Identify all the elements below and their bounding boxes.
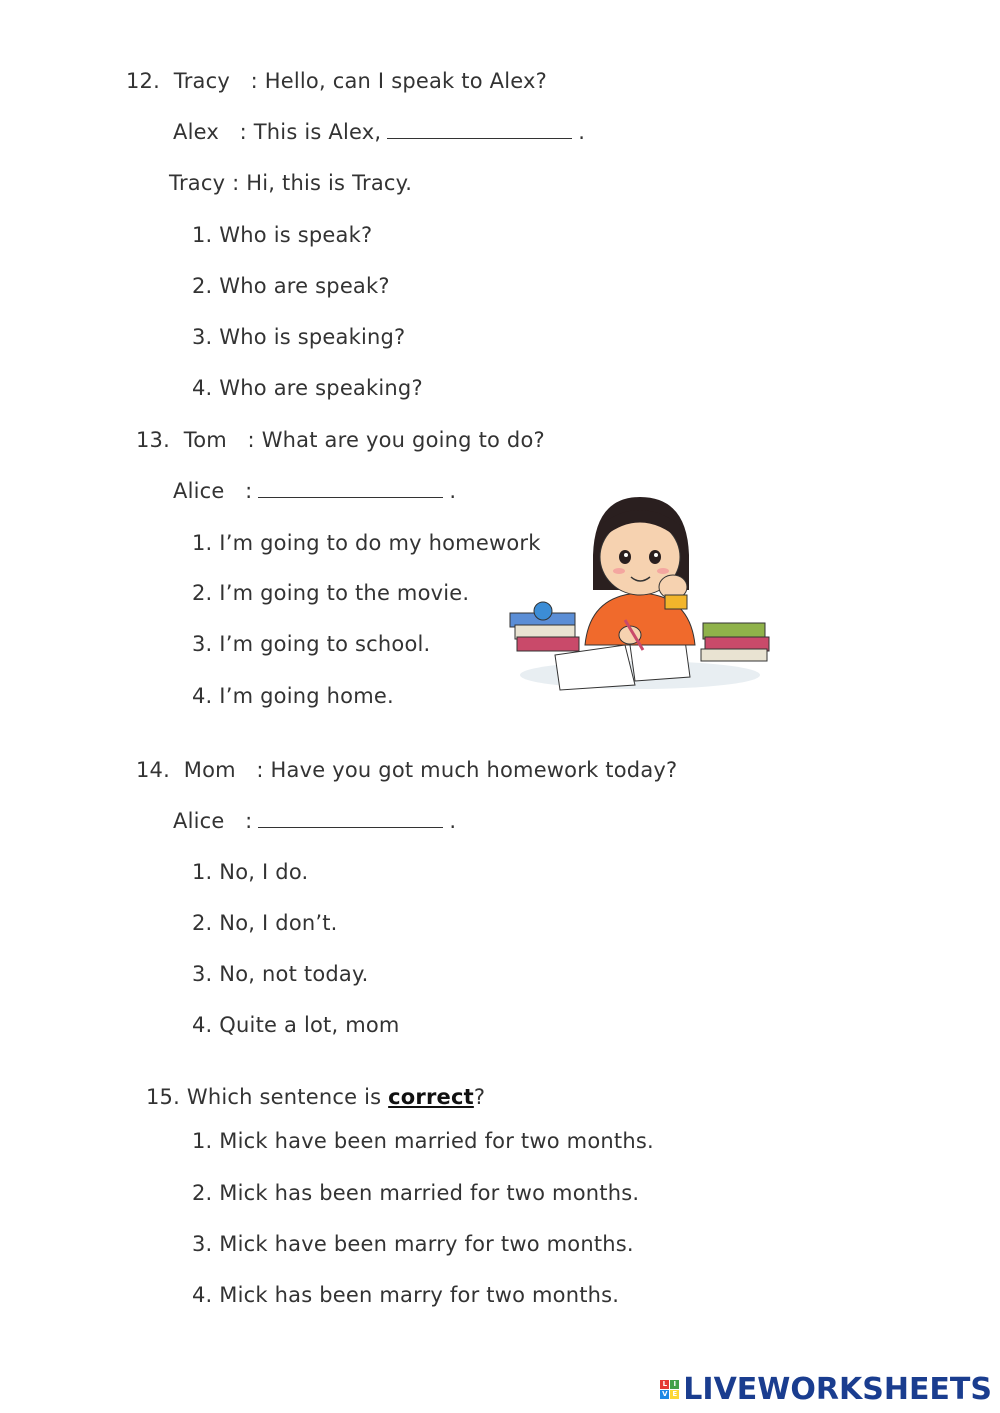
- logo-letter-v: V: [662, 1390, 668, 1398]
- q14-stem: 14. Mom : Have you got much homework today?: [136, 758, 678, 782]
- girl-doing-homework-illustration: [505, 495, 775, 699]
- q13-answer-blank[interactable]: [258, 479, 443, 498]
- q12-option-1[interactable]: 1. Who is speak?: [192, 223, 373, 247]
- q14-alice-prefix: Alice :: [173, 809, 253, 833]
- q14-alice-line: [173, 808, 456, 834]
- q13-option-3[interactable]: 3. I’m going to school.: [192, 632, 431, 656]
- q12-stem: 12. Tracy : Hello, can I speak to Alex?: [126, 69, 547, 93]
- q15-option-3[interactable]: 3. Mick have been marry for two months.: [192, 1232, 634, 1256]
- q15-option-2[interactable]: 2. Mick has been married for two months.: [192, 1181, 640, 1205]
- q12-option-3[interactable]: 3. Who is speaking?: [192, 325, 406, 349]
- q12-option-2[interactable]: 2. Who are speak?: [192, 274, 390, 298]
- q13-alice-line: [173, 478, 456, 504]
- q14-option-4[interactable]: 4. Quite a lot, mom: [192, 1013, 400, 1037]
- q12-option-4[interactable]: 4. Who are speaking?: [192, 376, 423, 400]
- liveworksheets-logo: [660, 1372, 992, 1407]
- q13-stem: 13. Tom : What are you going to do?: [136, 428, 545, 452]
- q13-option-2[interactable]: 2. I’m going to the movie.: [192, 581, 470, 605]
- q15-stem-prefix: 15. Which sentence is: [146, 1085, 389, 1109]
- q13-option-1[interactable]: 1. I’m going to do my homework: [192, 531, 541, 555]
- q13-alice-suffix: .: [449, 479, 457, 503]
- logo-letter-e: E: [670, 1390, 679, 1399]
- q12-answer-blank[interactable]: [387, 120, 572, 139]
- q15-stem-suffix: ?: [473, 1085, 486, 1109]
- brand-name: LIVEWORKSHEETS: [683, 1372, 992, 1407]
- q12-tracy-line: Tracy : Hi, this is Tracy.: [169, 171, 413, 195]
- logo-letter-l: L: [660, 1380, 669, 1389]
- q12-alex-suffix: .: [578, 120, 586, 144]
- q13-option-4[interactable]: 4. I’m going home.: [192, 684, 394, 708]
- logo-mark-icon: [660, 1380, 679, 1399]
- q15-stem-emphasis: correct: [388, 1085, 474, 1109]
- q14-answer-blank[interactable]: [258, 809, 443, 828]
- q14-alice-suffix: .: [449, 809, 457, 833]
- q12-alex-line: [173, 119, 585, 145]
- q14-option-1[interactable]: 1. No, I do.: [192, 860, 309, 884]
- q15-option-4[interactable]: 4. Mick has been marry for two months.: [192, 1283, 620, 1307]
- q12-alex-prefix: Alex : This is Alex,: [173, 120, 382, 144]
- q15-stem: [146, 1084, 485, 1110]
- logo-letter-i: I: [670, 1380, 679, 1389]
- q14-option-2[interactable]: 2. No, I don’t.: [192, 911, 338, 935]
- q14-option-3[interactable]: 3. No, not today.: [192, 962, 369, 986]
- q15-option-1[interactable]: 1. Mick have been married for two months.: [192, 1129, 654, 1153]
- q13-alice-prefix: Alice :: [173, 479, 253, 503]
